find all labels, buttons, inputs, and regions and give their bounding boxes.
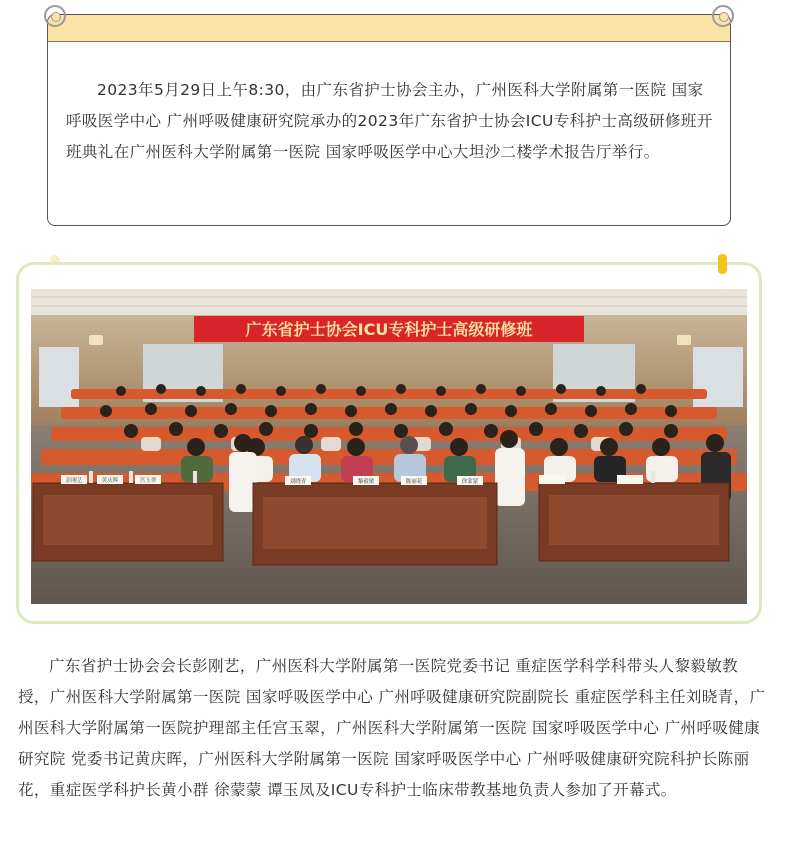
name-card-7: 徐蒙蒙	[461, 479, 479, 485]
intro-card	[47, 14, 731, 226]
name-card-6: 陈丽花	[405, 479, 423, 485]
name-card-3: 宫玉翠	[139, 478, 157, 484]
group-photo-illustration	[31, 289, 747, 604]
binder-ring-icon	[44, 5, 66, 27]
binder-ring-icon	[712, 5, 734, 27]
name-card-1: 彭刚艺	[65, 478, 83, 484]
group-photo	[31, 289, 747, 604]
name-card-4: 刘晓青	[289, 479, 307, 485]
name-card-5: 黎毅敏	[357, 479, 375, 485]
name-card-2: 黄庆晖	[101, 478, 119, 484]
banner-text: 广东省护士协会ICU专科护士高级研修班	[245, 320, 533, 339]
body-paragraph: 广东省护士协会会长彭刚艺，广州医科大学附属第一医院党委书记 重症医学科学科带头人黎毅敏教授，广州医科大学附属第一医院 国家呼吸医学中心 广州呼吸健康研究院副院长 重症医学科主任刘晓青，广州医科大学附属第一医院护理部主任宫玉翠，广州医科大学附属第一医院 国家呼吸医学中心 广州呼吸健康研究院 党委书记黄庆晖，广州医科大学附属第一医院 国家呼吸医学中心 广州呼吸健康研究院科护长陈丽花，重症医学科护长黄小群 徐蒙蒙 谭玉凤及ICU专科护士临床带教基地负责人参加了开幕式。	[18, 657, 766, 799]
intro-paragraph: 2023年5月29日上午8:30，由广东省护士协会主办，广州医科大学附属第一医院 国家呼吸医学中心 广州呼吸健康研究院承办的2023年广东省护士协会ICU专科护士高级研修班开班典礼在广州医科大学附属第一医院 国家呼吸医学中心大坦沙二楼学术报告厅举行。	[66, 81, 713, 161]
intro-card-header-band	[48, 15, 730, 42]
decor-pill	[718, 254, 727, 274]
